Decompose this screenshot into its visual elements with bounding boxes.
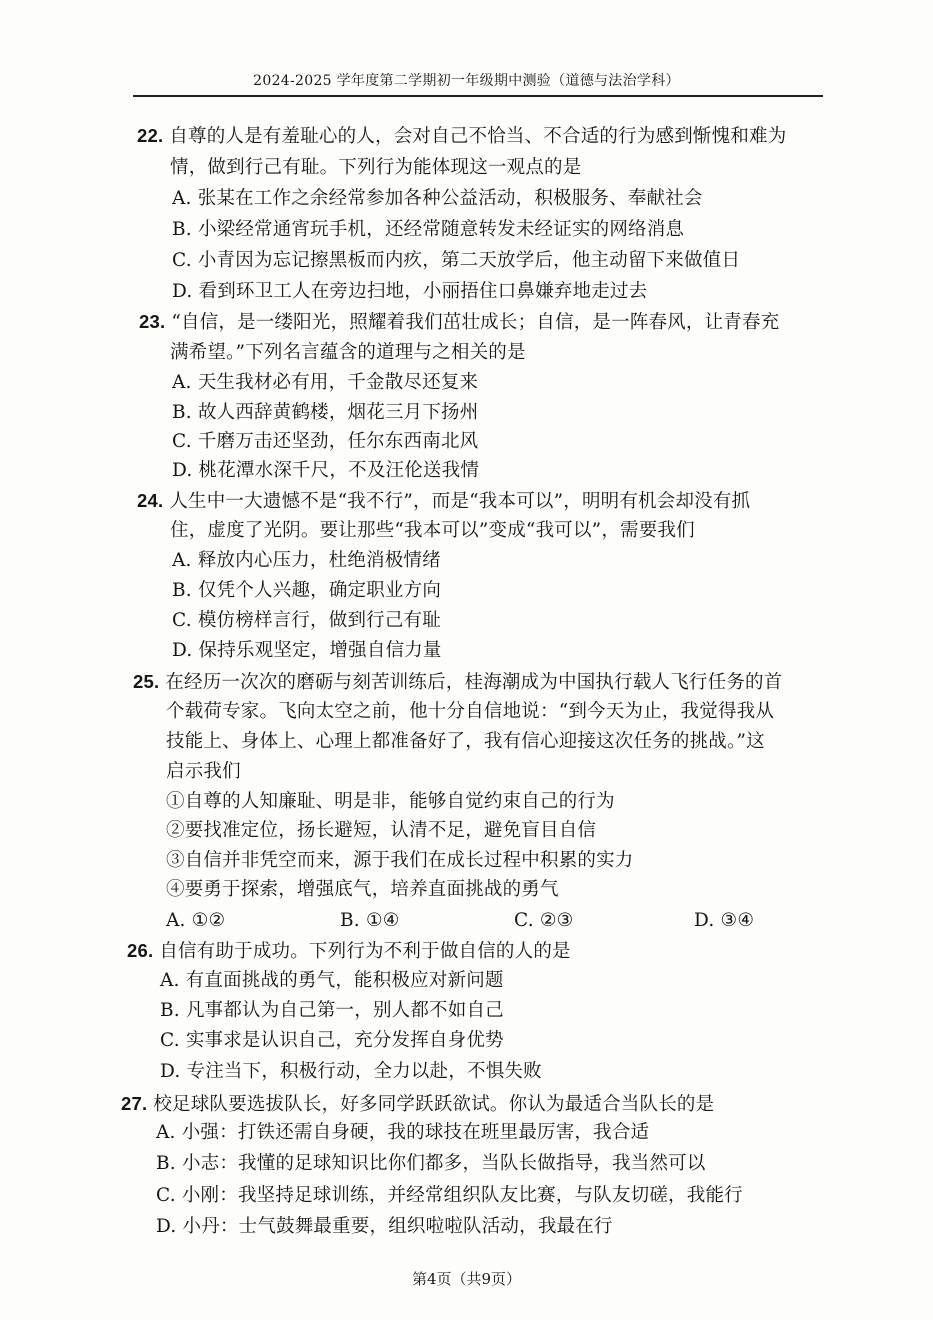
question-24-option-b: B. 仅凭个人兴趣，确定职业方向 xyxy=(172,580,442,601)
question-26-option-d: D. 专注当下，积极行动，全力以赴，不惧失败 xyxy=(160,1061,542,1082)
question-number: 23. xyxy=(139,311,166,332)
question-25-item-1: ①自尊的人知廉耻、明是非，能够自觉约束自己的行为 xyxy=(166,791,615,812)
question-27-option-b: B. 小志：我懂的足球知识比你们都多，当队长做指导，我当然可以 xyxy=(156,1153,706,1174)
question-25-choice-d: D. ③④ xyxy=(694,910,755,931)
question-25-choice-b: B. ①④ xyxy=(340,910,400,931)
question-22-option-d: D. 看到环卫工人在旁边扫地，小丽捂住口鼻嫌弃地走过去 xyxy=(172,281,648,302)
question-22-option-c: C. 小青因为忘记擦黑板而内疚，第二天放学后，他主动留下来做值日 xyxy=(172,250,741,271)
question-23-option-c: C. 千磨万击还坚劲，任尔东西南北风 xyxy=(172,431,479,452)
question-number: 24. xyxy=(137,490,164,511)
page-footer: 第4页（共9页） xyxy=(411,1270,522,1288)
question-22-option-b: B. 小梁经常通宵玩手机，还经常随意转发未经证实的网络消息 xyxy=(172,219,685,240)
question-25-stem-line: 启示我们 xyxy=(166,761,241,782)
question-24-stem-line: 24. 人生中一大遗憾不是“我不行”，而是“我本可以”，明明有机会却没有抓 xyxy=(137,490,751,512)
question-27-option-c: C. 小刚：我坚持足球训练，并经常组织队友比赛，与队友切磋，我能行 xyxy=(156,1185,743,1206)
question-22-option-a: A. 张某在工作之余经常参加各种公益活动，积极服务、奉献社会 xyxy=(172,188,703,209)
question-27-option-d: D. 小丹：士气鼓舞最重要，组织啦啦队活动，我最在行 xyxy=(156,1216,613,1237)
page-header: 2024-2025 学年度第二学期初一年级期中测验（道德与法治学科） xyxy=(253,73,680,89)
question-number: 25. xyxy=(133,671,160,692)
question-number: 27. xyxy=(121,1093,148,1114)
question-26-stem-line: 26. 自信有助于成功。下列行为不利于做自信的人的是 xyxy=(127,940,571,962)
question-24-option-c: C. 模仿榜样言行，做到行己有耻 xyxy=(172,610,441,631)
question-24-stem-line: 住，虚度了光阴。要让那些“我本可以”变成“我可以”，需要我们 xyxy=(170,520,695,541)
question-26-option-a: A. 有直面挑战的勇气，能积极应对新问题 xyxy=(160,970,504,991)
question-22-stem-line: 22. 自尊的人是有羞耻心的人，会对自己不恰当、不合适的行为感到惭愧和难为 xyxy=(137,125,787,147)
question-23-option-a: A. 天生我材必有用，千金散尽还复来 xyxy=(172,372,479,393)
question-26-option-c: C. 实事求是认识自己，充分发挥自身优势 xyxy=(160,1030,504,1051)
question-24-option-a: A. 释放内心压力，杜绝消极情绪 xyxy=(172,550,441,571)
question-25-stem-line: 25. 在经历一次次的磨砺与刻苦训练后，桂海潮成为中国执行载人飞行任务的首 xyxy=(133,671,783,693)
question-25-stem-line: 技能上、身体上、心理上都准备好了，我有信心迎接这次任务的挑战。”这 xyxy=(166,731,765,752)
question-25-item-3: ③自信并非凭空而来，源于我们在成长过程中积累的实力 xyxy=(166,850,634,871)
question-25-choice-a: A. ①② xyxy=(166,910,226,931)
question-24-option-d: D. 保持乐观坚定，增强自信力量 xyxy=(172,640,442,661)
question-23-option-b: B. 故人西辞黄鹤楼，烟花三月下扬州 xyxy=(172,402,479,423)
question-26-option-b: B. 凡事都认为自己第一，别人都不如自己 xyxy=(160,1000,504,1021)
question-25-item-4: ④要勇于探索，增强底气，培养直面挑战的勇气 xyxy=(166,879,559,900)
question-number: 22. xyxy=(137,125,164,146)
question-25-item-2: ②要找准定位，扬长避短，认清不足，避免盲目自信 xyxy=(166,820,597,841)
question-23-stem-line: 23. “自信，是一缕阳光，照耀着我们茁壮成长；自信，是一阵春风，让青春充 xyxy=(139,311,780,333)
question-27-option-a: A. 小强：打铁还需自身硬，我的球技在班里最厉害，我合适 xyxy=(156,1122,650,1143)
question-27-stem-line: 27. 校足球队要选拔队长，好多同学跃跃欲试。你认为最适合当队长的是 xyxy=(121,1093,715,1115)
question-22-stem-line: 情，做到行己有耻。下列行为能体现这一观点的是 xyxy=(170,157,582,178)
header-rule xyxy=(133,95,823,97)
question-23-option-d: D. 桃花潭水深千尺，不及汪伦送我情 xyxy=(172,460,480,481)
question-25-choice-c: C. ②③ xyxy=(514,910,574,931)
question-number: 26. xyxy=(127,940,154,961)
question-23-stem-line: 满希望。”下列名言蕴含的道理与之相关的是 xyxy=(170,342,526,363)
question-25-stem-line: 个载荷专家。飞向太空之前，他十分自信地说：“到今天为止，我觉得我从 xyxy=(166,701,775,722)
